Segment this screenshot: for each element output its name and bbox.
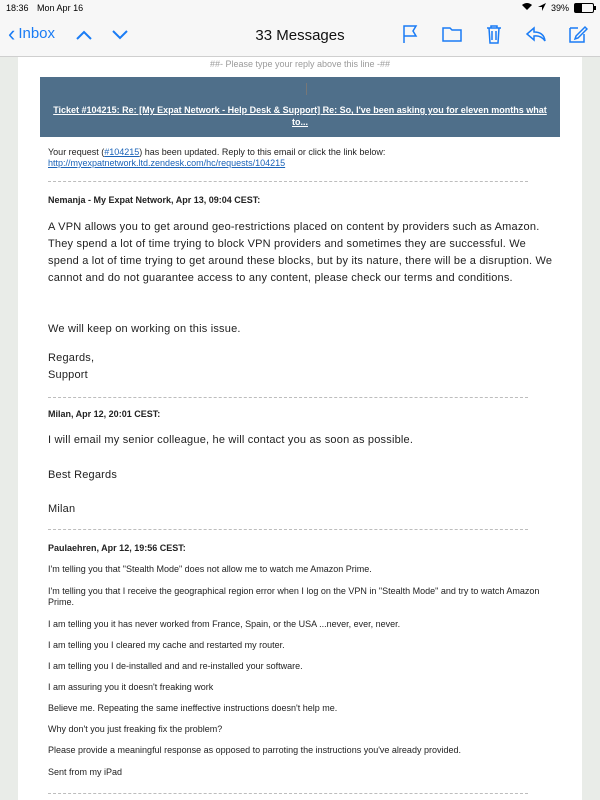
chevron-up-icon <box>75 29 93 41</box>
status-time: 18:36 <box>6 3 29 13</box>
message-count-title: 33 Messages <box>255 27 345 44</box>
ticket-number-link[interactable]: #104215 <box>104 147 140 157</box>
compose-icon <box>568 24 588 44</box>
message-line: I'm telling you that I receive the geographical region error when I log on the VPN in "Stealth Mode" and try to watch Amazon Prime. <box>48 586 540 607</box>
message-paragraph: Support <box>48 369 88 381</box>
ticket-banner <box>40 77 560 137</box>
mail-toolbar <box>0 16 600 57</box>
message-line: Why don't you just freaking fix the problem? <box>48 724 223 734</box>
message-paragraph: Best Regards <box>48 469 118 481</box>
divider <box>48 397 528 398</box>
ticket-link[interactable]: Ticket #104215: Re: [My Expat Network - Help Desk & Support] Re: So, I've been asking you for eleven months what to... <box>53 105 547 127</box>
chevron-down-icon <box>111 29 129 41</box>
status-date: Mon Apr 16 <box>37 3 84 13</box>
message-line: Sent from my iPad <box>48 767 123 777</box>
reply-button[interactable] <box>524 22 548 46</box>
next-message-button[interactable] <box>108 23 132 47</box>
message-header: Nemanja - My Expat Network, Apr 13, 09:04 CEST: <box>48 195 261 205</box>
message-line: I am telling you I de-installed and and re-installed your software. <box>48 661 303 671</box>
update-notice <box>48 147 548 169</box>
previous-message-button[interactable] <box>72 23 96 47</box>
battery-percent: 39% <box>550 2 569 13</box>
message-paragraph: We will keep on working on this issue. <box>48 323 241 335</box>
email-body <box>18 57 582 800</box>
message-header: Milan, Apr 12, 20:01 CEST: <box>48 409 161 419</box>
status-bar <box>0 0 600 16</box>
message-paragraph: Milan <box>48 503 76 515</box>
message-paragraph: I will email my senior colleague, he will contact you as soon as possible. <box>48 434 414 446</box>
inbox-back-button[interactable] <box>8 20 56 46</box>
request-url-link[interactable]: http://myexpatnetwork.ltd.zendesk.com/hc/requests/104215 <box>48 158 286 168</box>
divider <box>48 529 528 530</box>
chevron-left-icon: ‹ <box>8 20 16 46</box>
move-folder-button[interactable] <box>440 22 464 46</box>
wifi-icon <box>521 2 533 13</box>
message-paragraph: Regards, <box>48 352 95 364</box>
message-line: I am assuring you it doesn't freaking work <box>48 682 214 692</box>
inbox-back-label: Inbox <box>18 25 56 42</box>
folder-icon <box>442 25 462 43</box>
divider <box>48 793 528 794</box>
divider <box>48 181 528 182</box>
reply-above-line: ##- Please type your reply above this line -## <box>209 59 391 69</box>
battery-icon <box>574 3 594 13</box>
flag-button[interactable] <box>398 22 422 46</box>
location-icon <box>538 3 546 13</box>
trash-icon <box>485 24 503 44</box>
message-line: I am telling you it has never worked from France, Spain, or the USA ...never, ever, never. <box>48 619 401 629</box>
update-prefix: Your request ( <box>48 147 105 157</box>
message-line: I am telling you I cleared my cache and restarted my router. <box>48 640 285 650</box>
compose-button[interactable] <box>566 22 590 46</box>
message-header: Paulaehren, Apr 12, 19:56 CEST: <box>48 543 186 553</box>
reply-icon <box>525 25 547 43</box>
update-suffix: ) has been updated. Reply to this email or click the link below: <box>139 147 386 157</box>
message-line: Please provide a meaningful response as opposed to parroting the instructions you've already provided. <box>48 745 461 755</box>
message-line: Believe me. Repeating the same ineffective instructions doesn't help me. <box>48 703 338 713</box>
message-line: I'm telling you that "Stealth Mode" does not allow me to watch me Amazon Prime. <box>48 564 372 574</box>
text-cursor <box>306 83 307 95</box>
trash-button[interactable] <box>482 22 506 46</box>
message-paragraph: A VPN allows you to get around geo-restrictions placed on content by providers such as Amazon. They spend a lot of time trying to block VPN providers and sometimes they are successful. We spend a lot of time trying to get around these blocks, but by its nature, there will be a disruption. We cannot and do not guarantee access to any content, please check our terms and conditions. <box>48 221 553 284</box>
flag-icon <box>401 24 419 44</box>
